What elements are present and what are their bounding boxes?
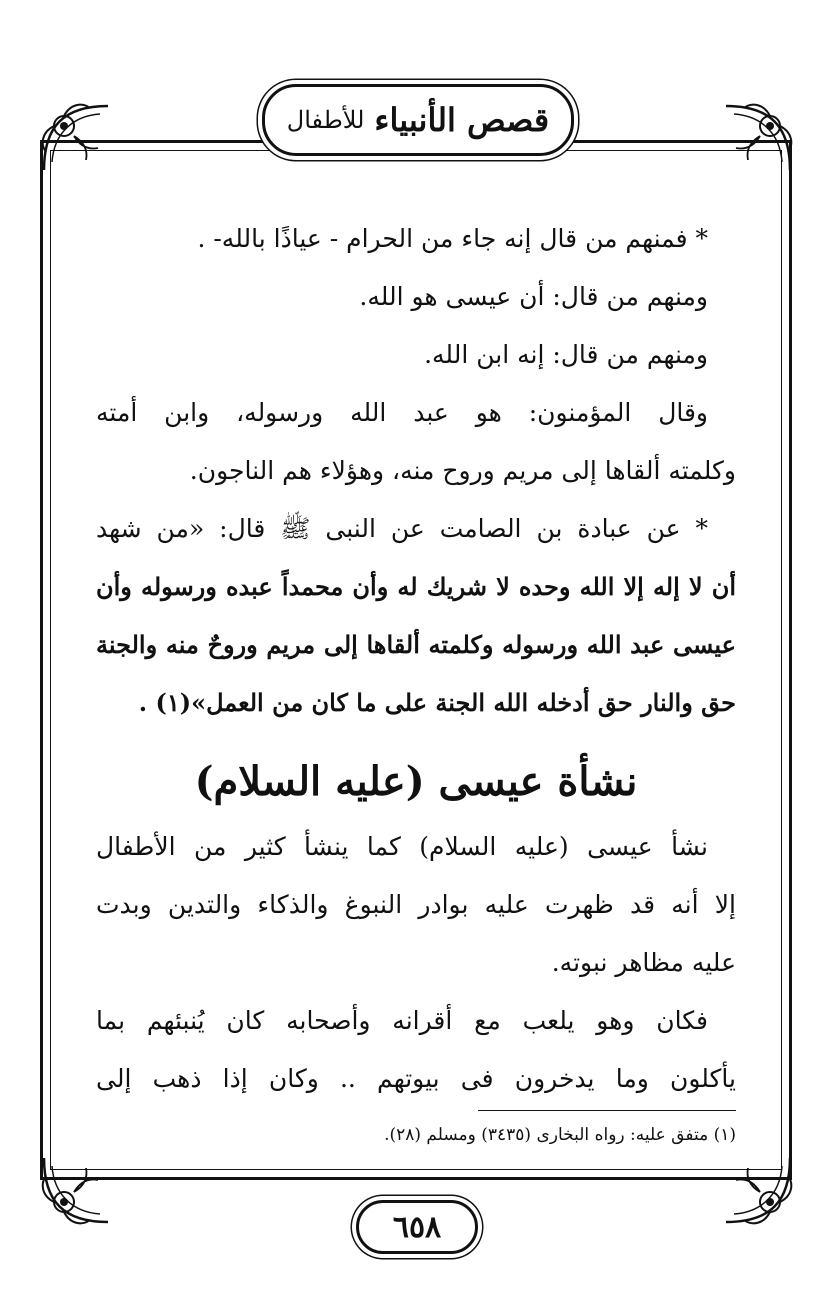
text-line: إلا أنه قد ظهرت عليه بوادر النبوغ والذكاء والتدين وبدت (96, 890, 736, 919)
text-line: عليه مظاهر نبوته. (551, 948, 736, 977)
book-subtitle: للأطفال (286, 106, 365, 134)
hadith-line: حق والنار حق أدخله الله الجنة على ما كان من العمل»(١) . (138, 688, 736, 717)
footnote-divider (478, 1110, 736, 1111)
hadith-line: أن لا إله إلا الله وحده لا شريك له وأن محمداً عبده ورسوله وأن (96, 572, 736, 601)
footnote: (١) متفق عليه: رواه البخارى (٣٤٣٥) ومسلم (٢٨). (384, 1125, 736, 1145)
corner-ornament-icon (716, 96, 800, 180)
text-line: فكان وهو يلعب مع أقرانه وأصحابه كان يُنبئهم بما (96, 1006, 708, 1035)
corner-ornament-icon (34, 96, 118, 180)
book-title: قصص الأنبياء (374, 101, 550, 139)
text-line: ومنهم من قال: إنه ابن الله. (424, 340, 708, 369)
hadith-line: عيسى عبد الله ورسوله وكلمته ألقاها إلى مريم وروحٌ منه والجنة (96, 630, 736, 659)
text-line: يأكلون وما يدخرون فى بيوتهم .. وكان إذا ذهب إلى (96, 1064, 736, 1093)
page-number: ٦٥٨ (356, 1200, 478, 1254)
text-line: وكلمته ألقاها إلى مريم وروح منه، وهؤلاء هم الناجون. (189, 456, 736, 485)
hadith-line: * عن عبادة بن الصامت عن النبى ﷺ قال: «من شهد (96, 514, 708, 543)
book-title-header (262, 84, 574, 156)
section-text-block (96, 818, 736, 1108)
section-heading: نشأة عيسى (عليه السلام) (194, 758, 638, 805)
text-line: نشأ عيسى (عليه السلام) كما ينشأ كثير من الأطفال (96, 832, 708, 861)
main-text-block (96, 210, 736, 732)
text-line: * فمنهم من قال إنه جاء من الحرام - عياذًا بالله- . (197, 224, 708, 253)
corner-ornament-icon (34, 1148, 118, 1232)
text-line: وقال المؤمنون: هو عبد الله ورسوله، وابن أمته (96, 398, 708, 427)
corner-ornament-icon (716, 1148, 800, 1232)
text-line: ومنهم من قال: أن عيسى هو الله. (359, 282, 708, 311)
